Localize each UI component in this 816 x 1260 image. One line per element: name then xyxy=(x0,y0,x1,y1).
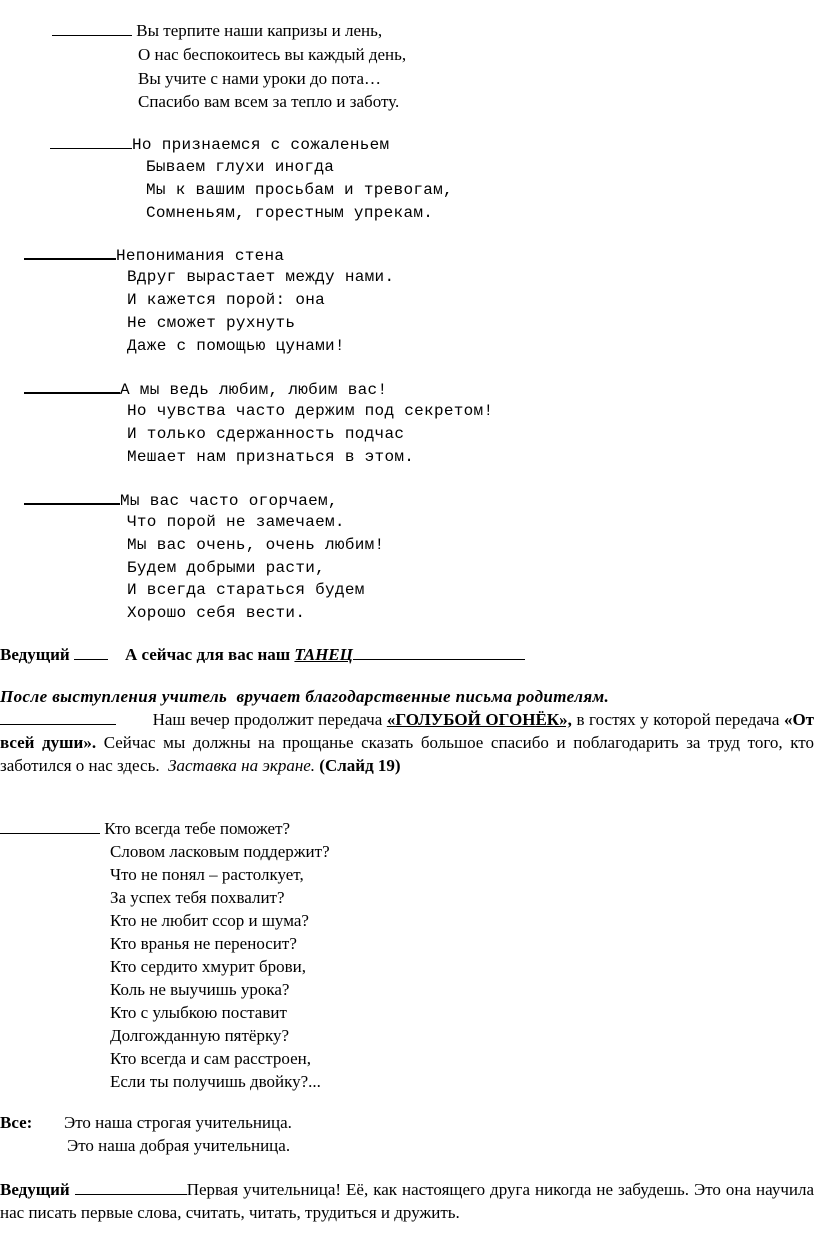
stanza3-line-3: И кажется порой: она xyxy=(127,291,326,309)
stanza1-line-4: Спасибо вам всем за тепло и заботу. xyxy=(138,92,400,111)
poem-line-10: Долгожданную пятёрку? xyxy=(110,1026,290,1045)
stanza1-line-1: Вы терпите наши капризы и лень, xyxy=(52,21,382,41)
stanza2-line-1: Но признаемся с сожаленьем xyxy=(50,134,389,155)
stanza5-line-3: Мы вас очень, очень любим! xyxy=(127,536,385,554)
stage-note: После выступления учитель вручает благодарственные письма родителям. xyxy=(0,687,610,706)
screen-note: Заставка на экране. xyxy=(168,756,316,775)
poem-line-9: Кто с улыбкою поставит xyxy=(110,1003,287,1022)
dance-title: ТАНЕЦ xyxy=(294,645,353,664)
stanza3-line-1: Непонимания стена xyxy=(24,244,284,266)
host-dance-text: А сейчас для вас наш xyxy=(124,645,291,664)
poem-line-3: Что не понял – растолкует, xyxy=(110,865,304,884)
poem-line-7: Кто сердито хмурит брови, xyxy=(110,957,306,976)
all-label: Все: xyxy=(0,1113,33,1132)
stanza4-line-2: Но чувства часто держим под секретом! xyxy=(127,402,494,420)
guest-show-title: «От всей души». xyxy=(0,710,815,752)
stanza4-line-1: А мы ведь любим, любим вас! xyxy=(24,378,387,400)
stanza1-line-3: Вы учите с нами уроки до пота… xyxy=(138,69,381,88)
stanza4-line-3: И только сдержанность подчас xyxy=(127,425,405,443)
speaker-blank[interactable] xyxy=(0,710,116,725)
poem-line-6: Кто вранья не переносит? xyxy=(110,934,297,953)
speaker-blank[interactable] xyxy=(50,134,132,149)
stanza2-line-3: Мы к вашим просьбам и тревогам, xyxy=(146,181,453,199)
speaker-blank[interactable] xyxy=(75,1180,187,1195)
all-line-1: Это наша строгая учительница. xyxy=(64,1113,292,1132)
poem-line-1: Кто всегда тебе поможет? xyxy=(0,819,290,839)
poem-line-12: Если ты получишь двойку?... xyxy=(110,1072,321,1091)
speaker-blank[interactable] xyxy=(0,819,100,834)
stanza5-line-4: Будем добрыми расти, xyxy=(127,559,326,577)
show-title: «ГОЛУБОЙ ОГОНЁК», xyxy=(386,710,572,729)
speaker-label: Ведущий xyxy=(0,645,70,664)
speaker-blank[interactable] xyxy=(74,645,108,660)
speaker-blank[interactable] xyxy=(52,21,132,36)
speaker-blank[interactable] xyxy=(24,489,120,505)
speaker-label: Ведущий xyxy=(0,1180,70,1199)
all-line-2: Это наша добрая учительница. xyxy=(67,1136,291,1155)
poem-line-8: Коль не выучишь урока? xyxy=(110,980,290,999)
stanza1-line-2: О нас беспокоитесь вы каждый день, xyxy=(138,45,407,64)
host-teacher-paragraph: Ведущий Первая учительница! Её, как настоящего друга никогда не забудешь. Это она научила нас писать первые слова, считать, читать, трудиться и дружить. xyxy=(0,1180,815,1222)
speaker-blank[interactable] xyxy=(24,244,116,260)
stanza5-line-6: Хорошо себя вести. xyxy=(127,604,306,622)
slide-ref: (Слайд 19) xyxy=(319,756,401,775)
host-dance-line xyxy=(0,645,525,665)
poem-line-4: За успех тебя похвалит? xyxy=(110,888,285,907)
stanza2-line-2: Бываем глухи иногда xyxy=(146,158,335,176)
speaker-blank[interactable] xyxy=(24,378,120,394)
stanza2-line-4: Сомненьям, горестным упрекам. xyxy=(146,204,434,222)
stanza5-line-1: Мы вас часто огорчаем, xyxy=(24,489,338,511)
poem-line-5: Кто не любит ссор и шума? xyxy=(110,911,309,930)
stanza3-line-5: Даже с помощью цунами! xyxy=(127,337,345,355)
stanza3-line-4: Не сможет рухнуть xyxy=(127,314,296,332)
dance-blank[interactable] xyxy=(353,645,525,660)
blue-light-paragraph: Наш вечер продолжит передача «ГОЛУБОЙ ОГОНЁК», в гостях у которой передача «От всей души». Сейчас мы должны на прощанье сказать большое спасибо и поблагодарить за труд того, кто заботился о нас здесь. Заставка на экране. (Слайд 19) xyxy=(0,710,815,775)
stanza5-line-5: И всегда стараться будем xyxy=(127,581,365,599)
poem-line-2: Словом ласковым поддержит? xyxy=(110,842,330,861)
stanza5-line-2: Что порой не замечаем. xyxy=(127,513,345,531)
stanza3-line-2: Вдруг вырастает между нами. xyxy=(127,268,395,286)
poem-line-11: Кто всегда и сам расстроен, xyxy=(110,1049,311,1068)
stanza4-line-4: Мешает нам признаться в этом. xyxy=(127,448,415,466)
